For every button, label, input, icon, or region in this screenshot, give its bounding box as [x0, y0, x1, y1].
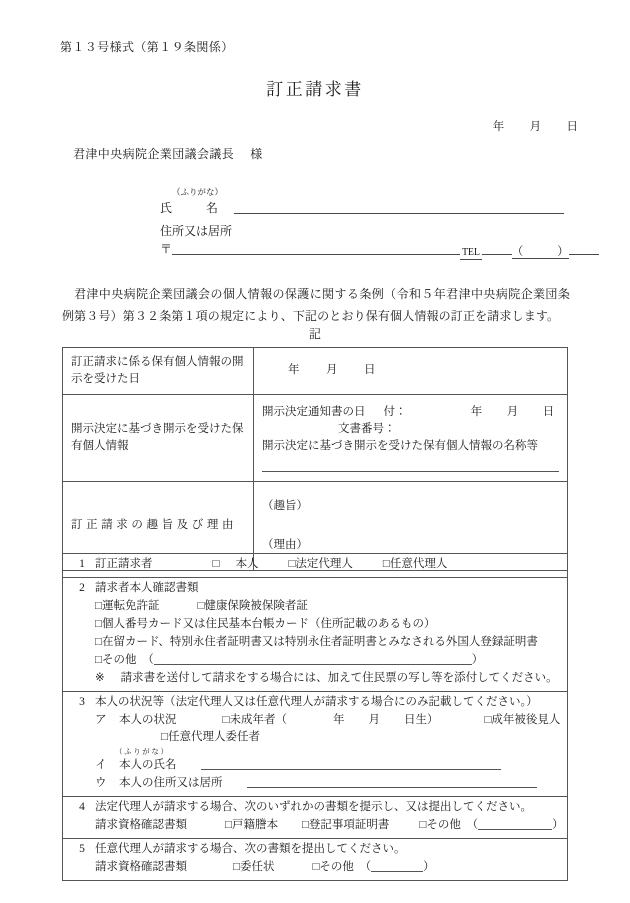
notice-date-label: 開示決定通知書の日	[262, 405, 366, 418]
checkbox-voluntary-rep-delegator[interactable]: □	[161, 731, 168, 744]
checkbox-health-insurance[interactable]: □	[197, 599, 205, 612]
checkbox-registry-certificate[interactable]: □	[301, 819, 309, 832]
paren-close: ）	[557, 246, 569, 258]
other-identity-doc-input[interactable]	[154, 652, 472, 665]
identity-docs-line-1	[69, 598, 561, 616]
checkbox-requester-voluntary-rep[interactable]: □	[382, 558, 390, 570]
principal-status-line-a2	[69, 729, 561, 747]
item-label-4: 法定代理人が請求する場合、次のいずれかの書類を提示し、又は提出してください。	[95, 801, 532, 814]
checklist-table	[62, 553, 568, 881]
option-label-other-identity-doc: その他 （	[101, 653, 154, 666]
applicant-address-label: 住所又は居所	[160, 224, 233, 238]
option-label-minor: 未成年者（	[229, 713, 287, 726]
item-number-4: 4	[79, 801, 85, 814]
option-label-voluntary-rep-delegator: 任意代理人委任者	[167, 731, 260, 744]
note-text-2: 請求書を送付して請求をする場合には、加えて住民票の写し等を添付してください。	[120, 671, 558, 684]
other-legal-rep-doc-input[interactable]	[478, 817, 552, 830]
legal-rep-docs-options	[69, 817, 564, 835]
checkbox-family-register[interactable]: □	[225, 819, 232, 832]
document-date-line	[470, 119, 578, 136]
table-row	[63, 395, 568, 482]
requester-line	[69, 556, 561, 574]
row-label-purpose-reason: 訂正請求の趣旨及び理由	[63, 482, 254, 571]
row-value-disclosure-date[interactable]	[254, 348, 568, 395]
checkbox-other-voluntary-rep-doc[interactable]: □	[312, 861, 320, 874]
identity-docs-line-4	[69, 652, 561, 670]
purpose-label: （趣旨）	[262, 500, 308, 513]
minor-birth-month-label: 月	[368, 713, 380, 726]
notice-date-key: 付：	[383, 405, 407, 418]
item-label-2: 請求者本人確認書類	[95, 581, 199, 594]
checkbox-power-of-attorney[interactable]: □	[233, 861, 240, 874]
item-label-1: 訂正請求者	[95, 558, 153, 570]
row-label-disclosure-date: 訂正請求に係る保有個人情報の開示を受けた日	[63, 348, 254, 395]
notice-day-label: 日	[542, 405, 555, 418]
furigana-label: （ふりがな）	[172, 187, 224, 197]
checklist-row-4	[63, 797, 568, 839]
legal-rep-docs-heading	[69, 799, 561, 817]
checkbox-requester-self[interactable]: □	[212, 558, 220, 570]
applicant-postal-row	[160, 240, 572, 260]
legal-paragraph: 君津中央病院企業団議会の個人情報の保護に関する条例（令和５年君津中央病院企業団条例第３号）第３２条第１項の規定により、下記のとおり保有個人情報の訂正を請求します。	[62, 287, 570, 324]
other-voluntary-rep-doc-paren-close: ）	[423, 861, 435, 874]
checklist-cell-requester	[63, 554, 568, 578]
principal-status-heading	[69, 694, 561, 712]
item-label-5: 任意代理人が請求する場合、次の書類を提出してください。	[95, 843, 406, 856]
sub-label-voluntary-rep-docs: 請求資格確認書類	[95, 861, 187, 874]
reason-label: （理由）	[262, 538, 308, 551]
row-value-disclosed-info[interactable]	[254, 395, 568, 482]
form-number: 第１３号様式（第１９条関係）	[60, 40, 234, 54]
checkbox-other-identity-doc[interactable]: □	[95, 653, 102, 666]
notice-date-line	[262, 404, 559, 421]
date-year-label: 年	[492, 121, 505, 133]
purpose-input-area[interactable]	[262, 516, 559, 537]
option-label-requester-voluntary-rep: 任意代理人	[389, 558, 448, 570]
other-identity-doc-paren-close: ）	[471, 653, 484, 666]
sub-mark-i: イ	[95, 759, 107, 772]
notice-year-label: 年	[470, 405, 483, 418]
row-label-disclosed-info: 開示決定に基づき開示を受けた保有個人情報	[63, 395, 254, 482]
option-label-power-of-attorney: 委任状	[239, 861, 275, 874]
checklist-cell-identity-docs	[63, 577, 568, 691]
principal-status-line-a	[69, 712, 561, 730]
addressee-honorific: 様	[250, 147, 263, 161]
option-label-adult-ward: 成年被後見人	[491, 713, 561, 726]
checklist-cell-principal-status	[63, 691, 568, 797]
disclosure-year-label: 年	[288, 364, 300, 377]
principal-address-input[interactable]	[247, 775, 537, 788]
applicant-name-row	[160, 199, 570, 218]
tel-area-input[interactable]	[482, 240, 512, 255]
name-label: 氏 名	[160, 201, 219, 215]
identity-docs-line-3	[69, 634, 561, 652]
tel-last-input[interactable]	[569, 240, 599, 255]
checkbox-mynumber-card[interactable]: □	[95, 617, 102, 630]
addressee	[73, 145, 263, 163]
disclosure-month-label: 月	[326, 364, 338, 377]
checkbox-adult-ward[interactable]: □	[484, 713, 492, 726]
option-label-mynumber-card: 個人番号カード又は住民基本台帳カード（住所記載のあるもの）	[101, 617, 436, 630]
tel-label: TEL	[462, 247, 480, 258]
option-label-other-voluntary-rep-doc: その他 （	[319, 861, 372, 874]
page-title: 訂正請求書	[266, 80, 364, 99]
minor-birth-day-label: 日生）	[403, 713, 439, 726]
checklist-row-5	[63, 839, 568, 881]
sub-mark-a: ア	[95, 713, 107, 726]
sub-label-legal-rep-docs: 請求資格確認書類	[95, 819, 187, 832]
checkbox-requester-legal-rep[interactable]: □	[288, 558, 296, 570]
identity-docs-heading	[69, 580, 561, 598]
identity-docs-line-2	[69, 616, 561, 634]
sub-label-a: 本人の状況	[119, 713, 177, 726]
item-number-3: 3	[79, 695, 85, 708]
paren-open: （	[511, 246, 524, 258]
table-row	[63, 348, 568, 395]
checklist-cell-legal-rep-docs	[63, 797, 568, 839]
disclosure-date-fields	[262, 362, 559, 379]
tel-middle-group[interactable]	[512, 244, 569, 259]
option-label-residence-card: 在留カード、特別永住者証明書又は特別永住者証明書とみなされる外国人登録証明書	[101, 635, 538, 648]
date-month-label: 月	[529, 121, 542, 133]
disclosure-day-label: 日	[364, 364, 376, 377]
checkbox-minor[interactable]: □	[222, 713, 230, 726]
note-mark-2: ※	[95, 671, 105, 684]
disclosed-info-name-input[interactable]	[262, 459, 559, 472]
other-legal-rep-doc-paren-close: ）	[552, 819, 564, 832]
checklist-row-2	[63, 577, 568, 691]
document-number-label: 文書番号：	[338, 422, 396, 435]
postal-code-icon: 〒	[160, 242, 173, 256]
option-label-other-legal-rep-doc: その他 （	[426, 819, 479, 832]
checklist-row-3	[63, 691, 568, 797]
sub-label-i: 本人の氏名	[119, 759, 177, 772]
option-label-drivers-license: 運転免許証	[101, 599, 160, 612]
sub-label-u: 本人の住所又は居所	[119, 777, 223, 790]
principal-address-line	[69, 775, 561, 793]
date-day-label: 日	[566, 121, 578, 133]
option-label-health-insurance: 健康保険被保険者証	[204, 599, 308, 612]
addressee-name: 君津中央病院企業団議会議長	[73, 147, 235, 161]
other-voluntary-rep-doc-input[interactable]	[371, 859, 423, 872]
applicant-name-input[interactable]	[234, 199, 564, 214]
voluntary-rep-docs-options	[69, 859, 561, 877]
item-number-2: 2	[79, 581, 85, 594]
principal-name-line	[69, 757, 561, 775]
sub-mark-u: ウ	[95, 777, 107, 790]
option-label-family-register: 戸籍謄本	[231, 819, 278, 832]
ki-marker: 記	[308, 327, 321, 341]
voluntary-rep-docs-heading	[69, 841, 561, 859]
checkbox-residence-card[interactable]: □	[95, 635, 102, 648]
principal-name-input[interactable]	[201, 757, 501, 770]
applicant-address-input[interactable]	[172, 240, 460, 255]
main-table	[62, 347, 568, 571]
item-number-5: 5	[79, 843, 85, 856]
principal-furigana-label: （ふりがな）	[115, 747, 170, 757]
option-label-requester-legal-rep: 法定代理人	[295, 558, 353, 570]
checklist-row-1	[63, 554, 568, 578]
checkbox-drivers-license[interactable]: □	[95, 599, 102, 612]
option-label-registry-certificate: 登記事項証明書	[308, 819, 390, 832]
checkbox-other-legal-rep-doc[interactable]: □	[419, 819, 427, 832]
option-label-requester-self: 本人	[235, 558, 259, 570]
identity-docs-note	[69, 670, 561, 688]
checklist-cell-voluntary-rep-docs	[63, 839, 568, 881]
item-label-3: 本人の状況等（法定代理人又は任意代理人が請求する場合にのみ記載してください。）	[95, 695, 538, 708]
disclosed-info-name-label: 開示決定に基づき開示を受けた保有個人情報の名称等	[262, 440, 538, 453]
item-number-1: 1	[79, 558, 85, 570]
minor-birth-year-label: 年	[332, 713, 345, 726]
notice-month-label: 月	[506, 405, 519, 418]
